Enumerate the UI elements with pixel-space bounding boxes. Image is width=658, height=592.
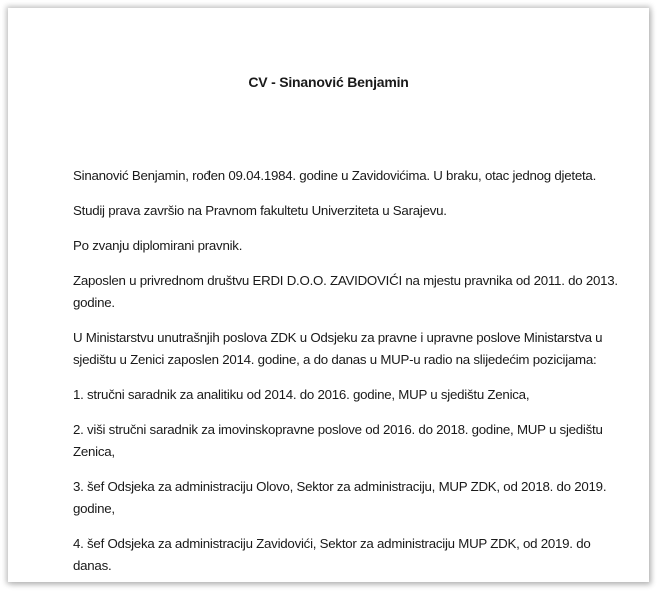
- position-item-3: 3. šef Odsjeka za administraciju Olovo, Sektor za administraciju, MUP ZDK, od 2018. do 2019. godine,: [73, 479, 607, 516]
- paragraph-personal-info: Sinanović Benjamin, rođen 09.04.1984. godine u Zavidovićima. U braku, otac jednog djeteta.: [73, 168, 597, 183]
- document-page: [8, 8, 649, 582]
- document-body: [73, 165, 618, 590]
- paragraph-first-employment: Zaposlen u privrednom društvu ERDI D.O.O. ZAVIDOVIĆI na mjestu pravnika od 2011. do 2013. godine.: [73, 273, 618, 310]
- document-title: CV - Sinanović Benjamin: [248, 74, 409, 90]
- position-item-4: 4. šef Odsjeka za administraciju Zavidovići, Sektor za administraciju MUP ZDK, od 2019. do danas.: [73, 536, 591, 573]
- position-item-1: 1. stručni saradnik za analitiku od 2014. do 2016. godine, MUP u sjedištu Zenica,: [73, 387, 530, 402]
- paragraph-profession: Po zvanju diplomirani pravnik.: [73, 238, 243, 253]
- position-item-2: 2. viši stručni saradnik za imovinskopravne poslove od 2016. do 2018. godine, MUP u sjedištu Zenica,: [73, 422, 603, 459]
- paragraph-education: Studij prava završio na Pravnom fakultetu Univerziteta u Sarajevu.: [73, 203, 447, 218]
- paragraph-ministry-employment: U Ministarstvu unutrašnjih poslova ZDK u Odsjeku za pravne i upravne poslove Ministarstva u sjedištu u Zenici zaposlen 2014. godine, a do danas u MUP-u radio na slijedećim pozicijama:: [73, 330, 603, 367]
